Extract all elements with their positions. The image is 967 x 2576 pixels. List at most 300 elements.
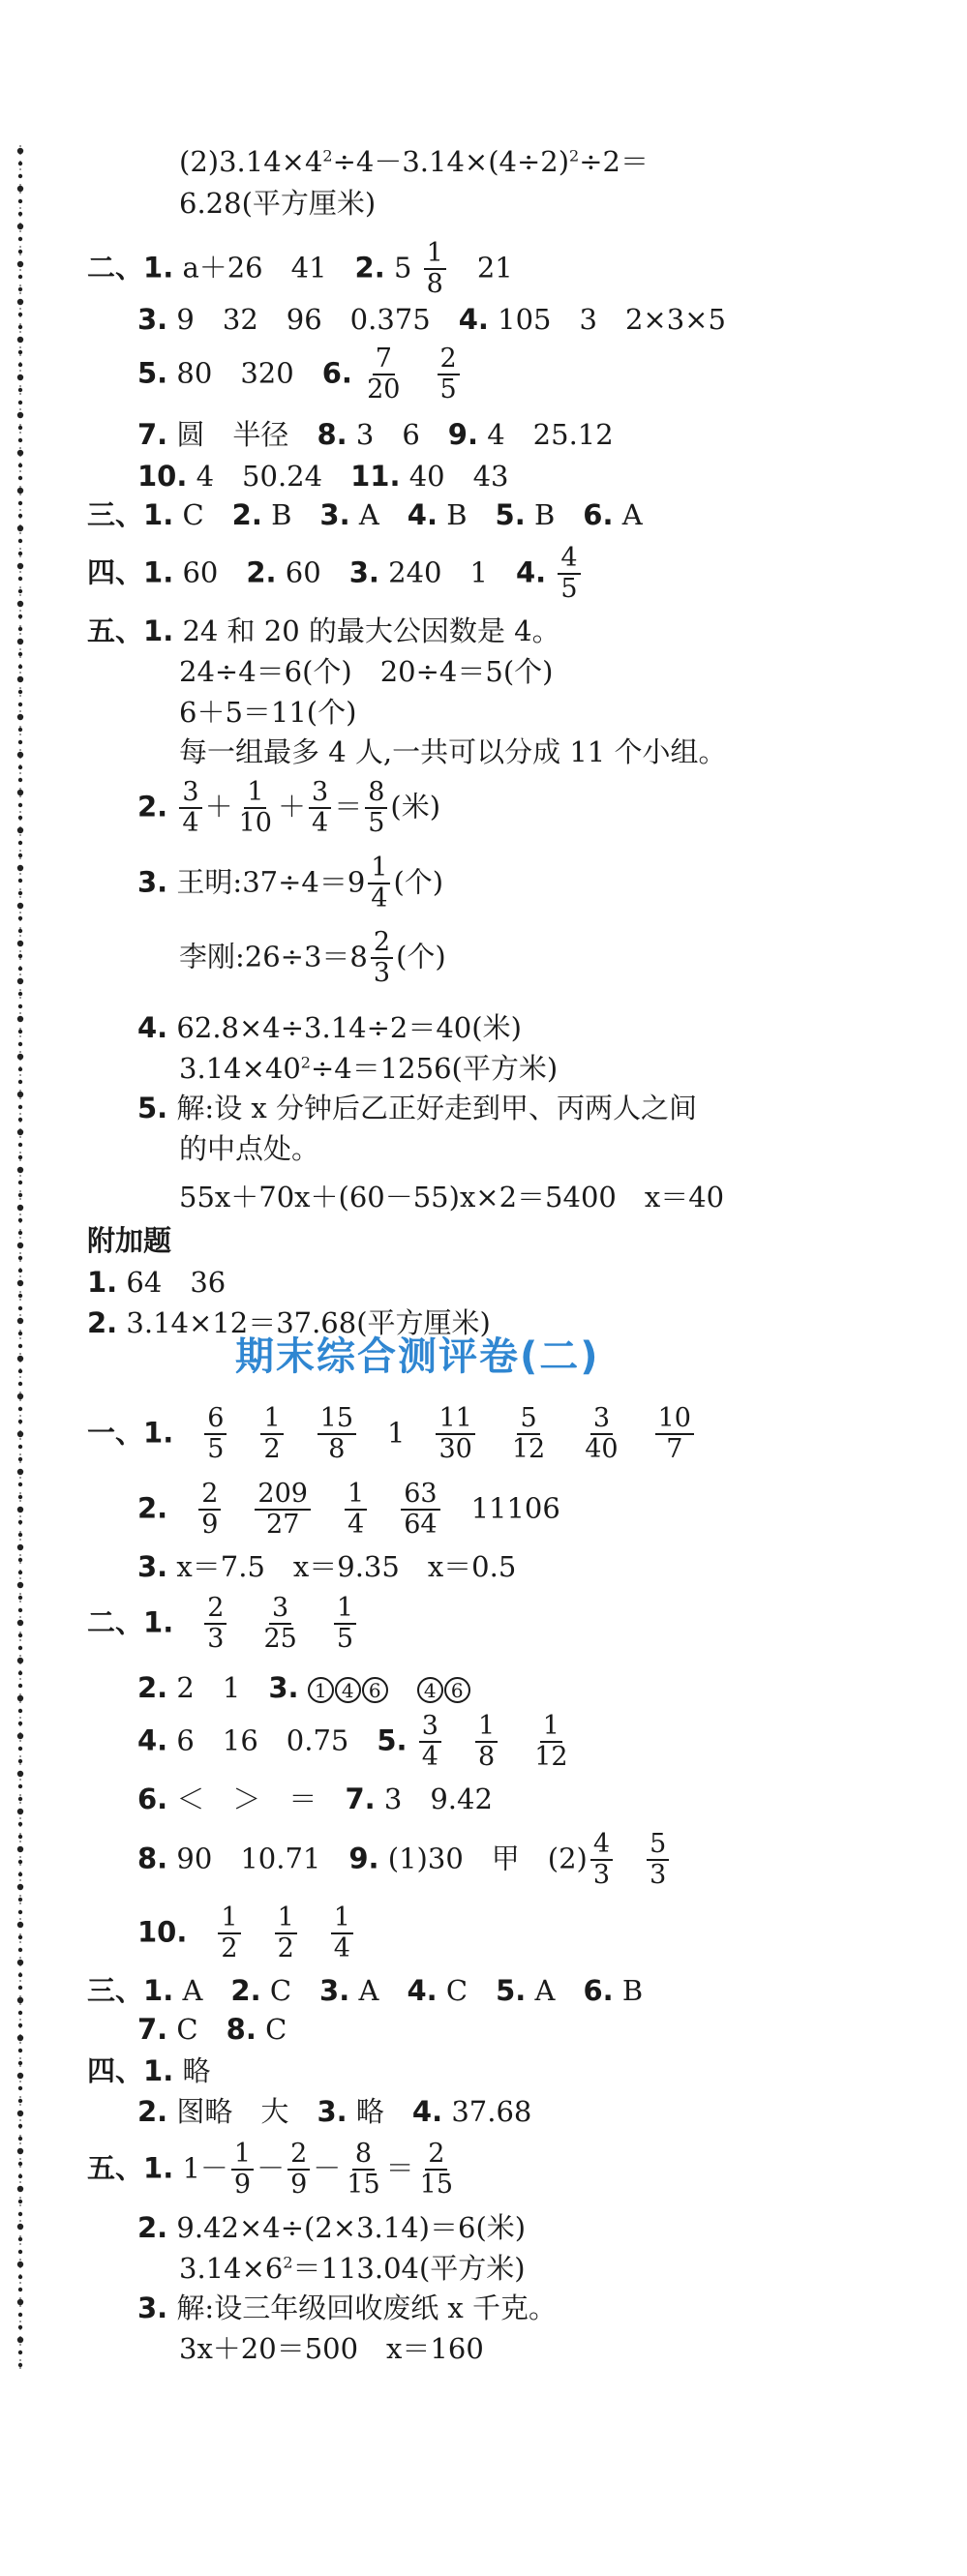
answer-text: 6 16 0.75 <box>176 1723 349 1757</box>
binding-dot <box>18 501 22 505</box>
binding-dot <box>18 2061 22 2065</box>
binding-dot <box>18 438 22 442</box>
binding-dot <box>18 1457 22 1461</box>
section-label: 二、 <box>87 251 144 285</box>
section-label: 四、 <box>87 2054 144 2087</box>
item-number: 9. <box>447 418 478 451</box>
expression: ＝113.04(平方米) <box>292 2252 526 2285</box>
binding-dot <box>17 299 23 305</box>
binding-dot <box>18 1294 22 1298</box>
binding-dot <box>18 2325 22 2329</box>
binding-dot <box>18 665 22 669</box>
binding-dot <box>18 1596 22 1600</box>
binding-dot <box>18 1067 22 1071</box>
answer-text: 80 320 <box>176 356 294 390</box>
binding-dot <box>17 1318 23 1324</box>
answer-text: 60 <box>285 555 321 589</box>
binding-dot <box>18 1105 22 1109</box>
binding-dot <box>18 1369 22 1373</box>
binding-dot <box>17 601 23 607</box>
binding-dot <box>17 186 23 192</box>
binding-dot <box>18 313 22 316</box>
item-number: 2. <box>231 498 262 531</box>
section-label: 一、 <box>87 1416 144 1450</box>
binding-dot <box>18 1860 22 1864</box>
binding-dot <box>17 1884 23 1890</box>
circled-number: 1 <box>308 1677 334 1703</box>
section-label: 三、 <box>87 1974 144 2007</box>
binding-dot <box>17 1016 23 1022</box>
answer-text: B <box>621 1974 644 2007</box>
answer-row <box>87 240 513 299</box>
binding-dot <box>18 476 22 480</box>
binding-dot <box>18 1558 22 1562</box>
binding-dot <box>18 464 22 467</box>
binding-dot <box>18 879 22 883</box>
item-number: 1. <box>143 1974 174 2007</box>
binding-dot <box>18 2099 22 2103</box>
item-number: 2. <box>137 790 168 824</box>
binding-dot <box>18 388 22 392</box>
item-number: 5. <box>377 1723 408 1757</box>
binding-dot <box>17 1620 23 1626</box>
binding-dot <box>18 162 22 165</box>
binding-dot <box>18 1797 22 1801</box>
binding-dot <box>17 261 23 267</box>
binding-dot <box>18 1872 22 1876</box>
superscript: 2 <box>322 146 333 165</box>
answer-row <box>137 1011 522 1045</box>
expression: 1－ <box>182 2151 228 2185</box>
binding-dot <box>17 827 23 833</box>
item-number: 3. <box>137 865 168 899</box>
answer-row <box>137 2211 526 2245</box>
binding-dot <box>18 401 22 404</box>
binding-dot <box>18 2200 22 2203</box>
binding-dot <box>18 552 22 555</box>
binding-dot <box>18 2275 22 2279</box>
binding-dot <box>18 1231 22 1235</box>
item-number: 2. <box>137 2095 168 2128</box>
item-number: 10. <box>137 1915 188 1949</box>
binding-dot <box>17 1997 23 2003</box>
fraction: $\frac{2}{3}$ <box>371 929 393 988</box>
item-number: 2. <box>137 2211 168 2244</box>
item-number: 3. <box>319 1974 350 2007</box>
binding-dot <box>18 2237 22 2241</box>
fraction: $\frac{1}{8}$ <box>424 240 446 299</box>
binding-dot <box>17 148 23 154</box>
item-number: 1. <box>143 2151 174 2185</box>
binding-dot <box>17 1733 23 1739</box>
binding-dot <box>18 589 22 593</box>
item-number: 5. <box>496 1974 527 2007</box>
binding-dot <box>18 1269 22 1273</box>
binding-dot <box>18 1042 22 1046</box>
item-number: 10. <box>137 460 188 493</box>
answer-text: 21 <box>476 251 513 285</box>
binding-dot <box>18 1155 22 1159</box>
answer-text: B <box>446 498 468 531</box>
answer-text: C <box>265 2013 287 2046</box>
answer-text: 105 3 2×3×5 <box>498 303 726 336</box>
answer-row <box>87 1266 226 1300</box>
fraction: $\frac{3}{25}$ <box>263 1593 297 1655</box>
binding-dot <box>18 325 22 329</box>
answer-text: 解:设三年级回收废纸 x 千克。 <box>176 2291 557 2324</box>
fraction: $\frac{7}{20}$ <box>367 344 401 405</box>
binding-dot <box>18 803 22 807</box>
expression: (2)3.14×4 <box>179 145 323 178</box>
answer-row <box>137 1713 574 1772</box>
binding-dot <box>18 690 22 694</box>
binding-dot <box>18 1332 22 1335</box>
binding-dot <box>18 854 22 857</box>
answer-row <box>87 545 584 604</box>
binding-dot <box>17 1356 23 1362</box>
binding-dots <box>0 145 39 2371</box>
item-number: 3. <box>319 498 350 531</box>
binding-dot <box>18 426 22 430</box>
binding-dot <box>18 577 22 581</box>
item-number: 5. <box>137 356 168 390</box>
binding-dot <box>18 740 22 744</box>
binding-dot <box>18 2011 22 2015</box>
binding-dot <box>17 714 23 720</box>
answer-text: 3.14×12＝37.68(平方厘米) <box>126 1306 491 1339</box>
answer-text: 3 6 <box>355 418 420 451</box>
binding-dot <box>18 1080 22 1084</box>
binding-dot <box>17 224 23 229</box>
binding-dot <box>17 2224 23 2230</box>
binding-dot <box>18 929 22 933</box>
item-number: 2. <box>137 1671 168 1704</box>
binding-dot <box>17 639 23 644</box>
binding-dot <box>17 1054 23 1060</box>
answer-text: 3 9.42 <box>383 1782 493 1815</box>
fraction: $\frac{1}{12}$ <box>534 1711 568 1773</box>
item-number: 6. <box>137 1782 168 1815</box>
binding-dot <box>18 1407 22 1411</box>
binding-dot <box>17 488 23 494</box>
answer-text: 11106 <box>470 1491 560 1525</box>
binding-dot <box>18 2313 22 2317</box>
text-line <box>179 735 726 769</box>
answer-text: 40 43 <box>408 460 509 493</box>
binding-dot <box>18 992 22 996</box>
answer-text: ＜ ＞ ＝ <box>176 1782 317 1815</box>
circled-number: 4 <box>335 1677 361 1703</box>
fraction: $\frac{5}{12}$ <box>511 1403 546 1465</box>
section-label: 四、 <box>87 555 144 589</box>
fraction: $\frac{6}{5}$ <box>204 1405 227 1464</box>
item-number: 1. <box>143 1416 174 1450</box>
fraction: $\frac{3}{40}$ <box>585 1403 619 1465</box>
fraction: $\frac{5}{3}$ <box>647 1831 669 1890</box>
answer-text: 24 和 20 的最大公因数是 4。 <box>182 614 560 647</box>
binding-dot <box>18 1646 22 1650</box>
item-number: 1. <box>143 614 174 647</box>
binding-dot <box>17 1695 23 1701</box>
binding-dot <box>17 1922 23 1928</box>
answer-text: 4 25.12 <box>487 418 614 451</box>
answer-text: 解:设 x 分钟后乙正好走到甲、丙两人之间 <box>176 1092 697 1124</box>
binding-dot <box>17 2337 23 2343</box>
fraction: $\frac{1}{8}$ <box>475 1713 498 1772</box>
answer-text: 略 <box>355 2095 384 2128</box>
binding-dot <box>18 1747 22 1751</box>
binding-dot <box>17 2299 23 2305</box>
expression: ÷4－3.14×(4÷2) <box>332 145 570 178</box>
answer-row <box>137 1831 672 1890</box>
fraction: $\frac{1}{5}$ <box>334 1595 356 1654</box>
binding-dot <box>18 2174 22 2178</box>
answer-text: 略 <box>182 2054 211 2087</box>
binding-dot <box>17 790 23 795</box>
item-number: 3. <box>137 1550 168 1583</box>
binding-dot <box>17 374 23 380</box>
fraction: $\frac{4}{5}$ <box>558 545 580 604</box>
fraction: $\frac{1}{9}$ <box>231 2141 254 2200</box>
binding-dot <box>18 514 22 518</box>
fraction: $\frac{2}{9}$ <box>198 1481 221 1540</box>
binding-dot <box>18 363 22 367</box>
item-number: 2. <box>230 1974 261 2007</box>
text-line <box>179 655 553 689</box>
answer-row <box>137 854 443 914</box>
binding-dot <box>17 978 23 984</box>
item-number: 4. <box>137 1011 168 1044</box>
fraction: $\frac{1}{4}$ <box>331 1904 353 1963</box>
binding-dot <box>18 1986 22 1990</box>
binding-dot <box>18 1948 22 1952</box>
answer-text: 2 1 <box>176 1671 241 1704</box>
binding-dot <box>18 703 22 706</box>
fraction: $\frac{209}{27}$ <box>255 1481 311 1540</box>
binding-dot <box>17 1846 23 1852</box>
binding-dot <box>18 350 22 354</box>
text-line <box>179 2252 526 2286</box>
answer-text: C <box>182 498 204 531</box>
binding-dot <box>18 816 22 820</box>
answer-text: 5 <box>393 251 412 285</box>
binding-dot <box>18 1935 22 1939</box>
binding-dot <box>17 2261 23 2267</box>
section-label: 二、 <box>87 1605 144 1639</box>
binding-dot <box>18 1030 22 1033</box>
item-number: 5. <box>137 1092 168 1124</box>
binding-dot <box>18 1420 22 1423</box>
binding-dot <box>18 1344 22 1348</box>
binding-dot <box>17 1771 23 1777</box>
item-number: 4. <box>458 303 489 336</box>
binding-dot <box>18 1973 22 1977</box>
answer-text: 王明:37÷4＝9 <box>176 865 366 899</box>
answer-text: A <box>182 1974 203 2007</box>
answer-row <box>137 345 463 404</box>
binding-dot <box>17 1205 23 1211</box>
item-number: 2. <box>354 251 385 285</box>
fraction: $\frac{3}{4}$ <box>309 779 331 838</box>
binding-dot <box>17 2111 23 2116</box>
binding-dot <box>18 1759 22 1763</box>
answer-row <box>137 1904 356 1963</box>
superscript: 2 <box>569 146 580 165</box>
binding-dot <box>17 1167 23 1173</box>
fraction: $\frac{1}{4}$ <box>368 854 390 914</box>
fraction: $\frac{1}{10}$ <box>238 777 272 839</box>
answer-text: 李刚:26÷3＝8 <box>179 940 368 973</box>
section-label: 五、 <box>87 2151 144 2185</box>
binding-dot <box>18 2250 22 2254</box>
unit: (米) <box>390 790 441 824</box>
answer-text: 55x＋70x＋(60－55)x×2＝5400 x＝40 <box>179 1181 725 1213</box>
binding-dot <box>18 916 22 920</box>
item-number: 8. <box>317 418 348 451</box>
answer-text: 64 36 <box>126 1266 227 1299</box>
binding-dot <box>18 2212 22 2216</box>
binding-dot <box>18 1382 22 1386</box>
item-number: 1. <box>143 2054 174 2087</box>
answer-text: 9.42×4÷(2×3.14)＝6(米) <box>176 2211 527 2244</box>
binding-dot <box>18 728 22 732</box>
answer-row <box>137 303 726 337</box>
binding-dot <box>17 337 23 343</box>
answer-text: C <box>445 1974 468 2007</box>
answer-row <box>137 2013 287 2047</box>
fraction: $\frac{3}{4}$ <box>419 1713 441 1772</box>
section-label: 附加题 <box>87 1224 172 1257</box>
binding-dot <box>18 2086 22 2090</box>
fraction: $\frac{2}{9}$ <box>287 2141 310 2200</box>
answer-text: 37.68 <box>451 2095 532 2128</box>
binding-dot <box>17 2186 23 2192</box>
binding-dot <box>17 1243 23 1248</box>
item-number: 4. <box>411 2095 443 2128</box>
binding-dot <box>18 1218 22 1222</box>
answer-text: 9 32 96 0.375 <box>176 303 431 336</box>
item-number: 11. <box>350 460 401 493</box>
binding-dot <box>18 1784 22 1788</box>
answer-row <box>137 1481 560 1540</box>
item-number: 1. <box>87 1266 118 1299</box>
answer-row <box>87 2054 210 2088</box>
item-number: 6. <box>583 498 614 531</box>
item-number: 8. <box>226 2013 257 2046</box>
binding-dot <box>18 627 22 631</box>
item-number: 2. <box>137 1491 168 1525</box>
answer-row <box>137 1092 697 1125</box>
binding-dot <box>18 212 22 216</box>
binding-dot <box>17 2073 23 2079</box>
item-number: 4. <box>515 555 547 589</box>
expression: 3.14×40 <box>179 1052 301 1085</box>
binding-dot <box>17 563 23 569</box>
answer-row <box>87 1974 643 2008</box>
binding-dot <box>18 765 22 769</box>
binding-dot <box>18 1143 22 1147</box>
item-number: 2. <box>246 555 277 589</box>
answer-text: 每一组最多 4 人,一共可以分成 11 个小组。 <box>179 735 727 768</box>
text-line <box>179 145 649 179</box>
item-number: 5. <box>495 498 526 531</box>
item-number: 7. <box>345 1782 376 1815</box>
answer-text: a＋26 41 <box>182 251 327 285</box>
item-number: 7. <box>137 418 168 451</box>
fraction: $\frac{2}{5}$ <box>438 345 460 404</box>
text-line <box>179 2332 484 2366</box>
item-number: 6. <box>321 356 352 390</box>
binding-dot <box>18 174 22 178</box>
binding-dot <box>18 1520 22 1524</box>
binding-dot <box>17 752 23 758</box>
fraction: $\frac{15}{8}$ <box>317 1405 356 1464</box>
item-number: 8. <box>137 1842 168 1875</box>
answer-text: 60 <box>182 555 219 589</box>
answer-text: B <box>271 498 292 531</box>
binding-dot <box>17 1582 23 1588</box>
binding-dot <box>18 1004 22 1008</box>
binding-dot <box>18 1571 22 1574</box>
binding-dot <box>18 1709 22 1713</box>
binding-dot <box>18 1118 22 1122</box>
answer-row <box>87 1405 697 1464</box>
answer-text: 6＋5＝11(个) <box>179 696 357 729</box>
binding-dot <box>18 1445 22 1449</box>
binding-dot <box>18 954 22 958</box>
text-line <box>179 1181 724 1214</box>
binding-dot <box>18 778 22 782</box>
answer-text: 4 50.24 <box>196 460 323 493</box>
expression: 3.14×6 <box>179 2252 284 2285</box>
binding-dot <box>17 1507 23 1513</box>
binding-dot <box>18 2023 22 2027</box>
fraction: $\frac{63}{64}$ <box>401 1481 439 1540</box>
binding-dot <box>18 2162 22 2166</box>
answer-text: x＝7.5 x＝9.35 x＝0.5 <box>176 1550 517 1583</box>
answer-text: 3x＋20＝500 x＝160 <box>179 2332 484 2365</box>
binding-dot <box>17 2035 23 2041</box>
answer-text: 240 1 <box>388 555 488 589</box>
answer-text: B <box>533 498 556 531</box>
section-label: 三、 <box>87 498 144 531</box>
fraction: $\frac{1}{4}$ <box>345 1481 367 1540</box>
binding-dot <box>18 1684 22 1688</box>
item-number: 4. <box>137 1723 168 1757</box>
item-number: 2. <box>87 1306 118 1339</box>
binding-dot <box>17 2148 23 2154</box>
binding-dot <box>18 1181 22 1184</box>
page-heading: 期末综合测评卷(二) <box>235 1334 600 1379</box>
answer-text: 62.8×4÷3.14÷2＝40(米) <box>176 1011 522 1044</box>
binding-dot <box>17 450 23 456</box>
item-number: 1. <box>143 1605 174 1639</box>
fraction: $\frac{2}{15}$ <box>419 2139 454 2201</box>
answer-text: 圆 半径 <box>176 418 289 451</box>
item-number: 3. <box>348 555 379 589</box>
item-number: 1. <box>143 251 174 285</box>
answer-text: 的中点处。 <box>179 1132 320 1165</box>
answer-row <box>179 929 446 988</box>
binding-dot <box>17 1129 23 1135</box>
binding-dot <box>17 941 23 946</box>
binding-dot <box>17 1809 23 1814</box>
answer-text: A <box>358 1974 379 2007</box>
binding-dot <box>18 2137 22 2141</box>
expression: ÷4＝1256(平方米) <box>310 1052 559 1085</box>
section-label: 五、 <box>87 614 144 647</box>
binding-dot <box>18 237 22 241</box>
